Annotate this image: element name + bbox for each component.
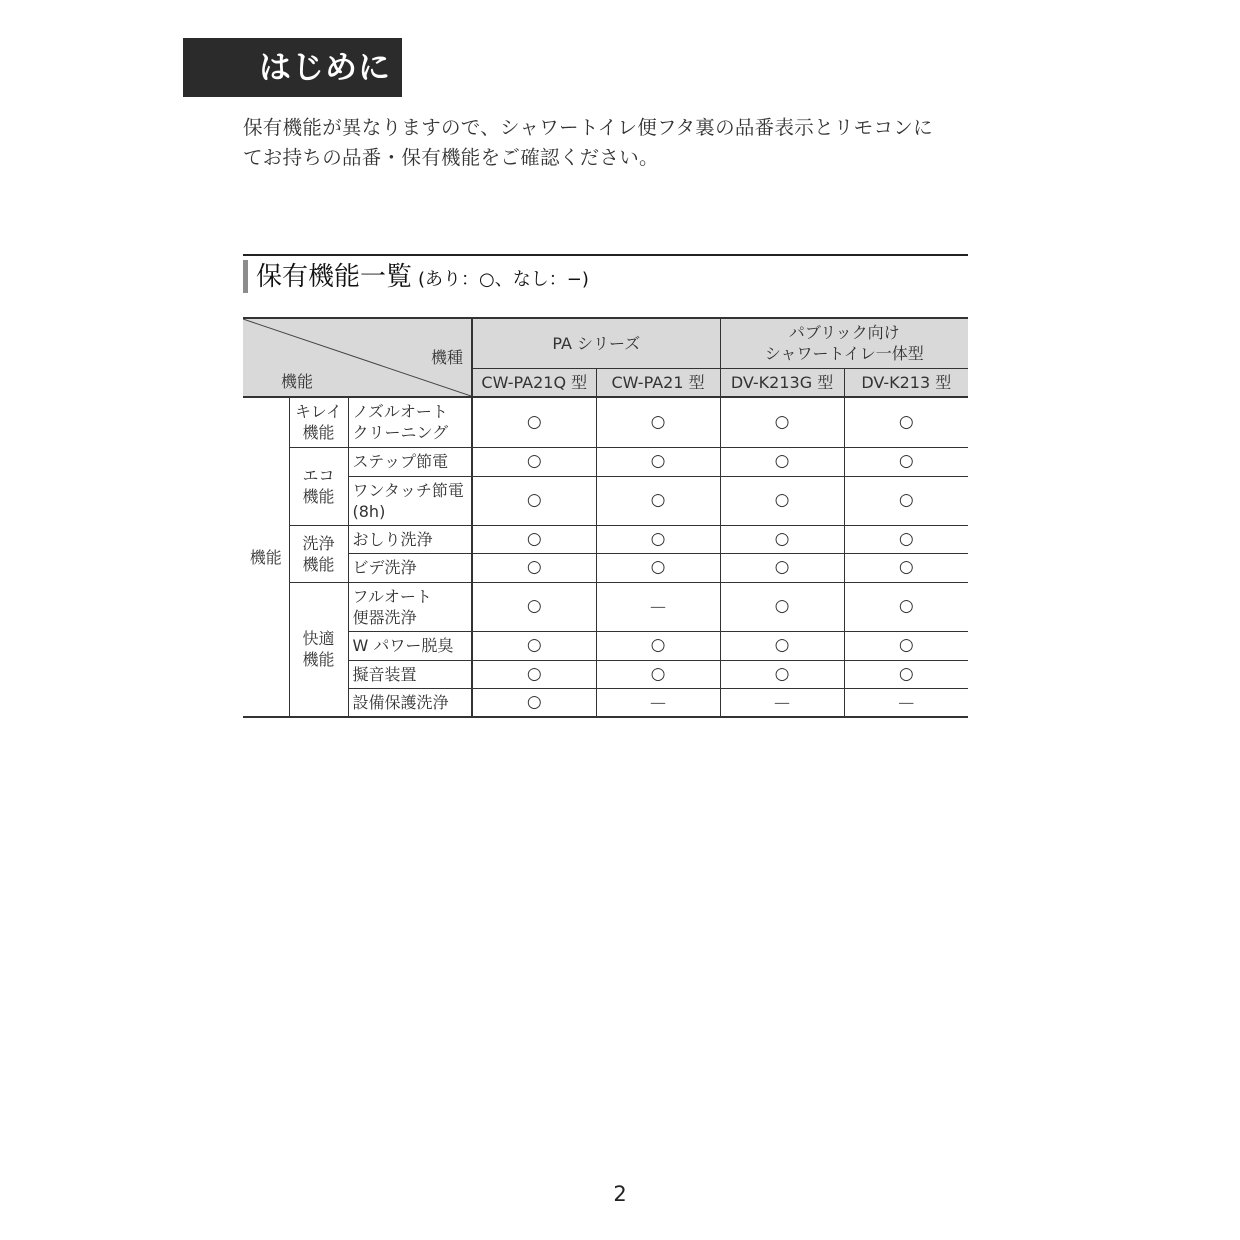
mark-cell: ○ — [596, 476, 720, 525]
series-header-line: シャワートイレ一体型 — [764, 344, 924, 364]
mark-cell: ○ — [844, 397, 968, 447]
mark-cell: ○ — [596, 553, 720, 582]
model-header: CW-PA21Q 型 — [472, 368, 596, 397]
group-label-line: 機能 — [302, 554, 335, 574]
mark-cell: ○ — [844, 447, 968, 476]
mark-cell: ○ — [472, 447, 596, 476]
model-header: DV-K213 型 — [844, 368, 968, 397]
table-corner-cell — [243, 318, 472, 397]
feature-label-line: おしり洗浄 — [352, 529, 433, 549]
feature-label — [348, 582, 472, 631]
group-label — [289, 525, 348, 582]
mark-cell: ○ — [472, 525, 596, 553]
corner-label-model: 機種 — [431, 348, 464, 367]
mark-cell: ○ — [472, 688, 596, 717]
group-label-line: 機能 — [302, 487, 335, 506]
section-marker — [243, 260, 248, 293]
mark-cell: — — [844, 688, 968, 717]
mark-cell: ○ — [596, 660, 720, 688]
mark-cell: ○ — [844, 553, 968, 582]
feature-label-line: ステップ節電 — [352, 452, 449, 471]
mark-cell: ○ — [844, 582, 968, 631]
feature-label — [348, 553, 472, 582]
mark-cell: ○ — [844, 476, 968, 525]
mark-cell: — — [720, 688, 844, 717]
mark-cell: ○ — [844, 660, 968, 688]
mark-cell: ○ — [844, 525, 968, 553]
feature-label — [348, 476, 472, 525]
mark-cell: ○ — [472, 553, 596, 582]
table-row — [243, 553, 968, 582]
mark-cell: ○ — [472, 631, 596, 660]
chapter-heading: はじめに — [183, 38, 402, 97]
feature-label — [348, 397, 472, 447]
feature-label-line: 便器洗浄 — [352, 607, 417, 627]
corner-label-feature: 機能 — [281, 372, 314, 391]
table-row — [243, 582, 968, 631]
group-label-line: エコ — [302, 466, 335, 485]
table-row — [243, 397, 968, 447]
feature-label-line: 設備保護洗浄 — [352, 692, 449, 712]
group-label — [289, 582, 348, 717]
group-label-line: 機能 — [302, 423, 335, 443]
feature-label — [348, 660, 472, 688]
section-title-text: 保有機能一覧 — [256, 262, 413, 292]
feature-label — [348, 447, 472, 476]
mark-cell: ○ — [596, 631, 720, 660]
mark-cell: ○ — [472, 476, 596, 525]
group-label — [289, 447, 348, 525]
mark-cell: ○ — [720, 582, 844, 631]
mark-cell: ○ — [720, 525, 844, 553]
feature-label — [348, 688, 472, 717]
model-header: DV-K213G 型 — [720, 368, 844, 397]
feature-label-line: フルオート — [352, 586, 432, 606]
section-subtitle: (あり：○、なし：−) — [418, 269, 589, 290]
mark-cell: ○ — [596, 525, 720, 553]
table-row — [243, 631, 968, 660]
feature-label-line: クリーニング — [352, 423, 449, 443]
feature-label-line: ワンタッチ節電 — [352, 480, 464, 500]
mark-cell: ○ — [596, 447, 720, 476]
series-header-public — [720, 318, 968, 368]
mark-cell: ○ — [720, 660, 844, 688]
table-row — [243, 525, 968, 553]
feature-label-line: (8h) — [352, 501, 386, 521]
model-header: CW-PA21 型 — [596, 368, 720, 397]
page-number: 2 — [613, 1182, 627, 1206]
group-label-line: 快適 — [302, 629, 335, 649]
feature-label-line: 擬音装置 — [352, 664, 417, 684]
table-row — [243, 660, 968, 688]
group-label-line: 機能 — [302, 650, 335, 670]
side-label: 機能 — [243, 397, 289, 717]
section-title — [256, 258, 589, 299]
mark-cell: ○ — [472, 397, 596, 447]
mark-cell: ○ — [844, 631, 968, 660]
mark-cell: ○ — [596, 397, 720, 447]
mark-cell: ○ — [720, 397, 844, 447]
intro-line: てお持ちの品番・保有機能をご確認ください。 — [243, 146, 659, 169]
group-label — [289, 397, 348, 447]
mark-cell: — — [596, 688, 720, 717]
group-label-line: 洗浄 — [302, 533, 335, 553]
mark-cell: ○ — [720, 447, 844, 476]
section-rule — [243, 254, 968, 256]
table-row — [243, 476, 968, 525]
table-row — [243, 447, 968, 476]
feature-label-line: W パワー脱臭 — [352, 636, 454, 655]
mark-cell: — — [596, 582, 720, 631]
intro-line: 保有機能が異なりますので、シャワートイレ便フタ裏の品番表示とリモコンに — [243, 116, 933, 139]
series-header-line: パブリック向け — [788, 323, 900, 343]
mark-cell: ○ — [720, 631, 844, 660]
series-header-pa: PA シリーズ — [472, 318, 720, 368]
group-label-line: キレイ — [294, 402, 343, 422]
feature-label-line: ノズルオート — [352, 402, 448, 422]
feature-label — [348, 631, 472, 660]
mark-cell: ○ — [472, 582, 596, 631]
feature-label — [348, 525, 472, 553]
mark-cell: ○ — [720, 553, 844, 582]
intro-paragraph — [243, 113, 973, 173]
table-row — [243, 688, 968, 717]
mark-cell: ○ — [472, 660, 596, 688]
feature-label-line: ビデ洗浄 — [352, 558, 417, 577]
feature-table — [243, 317, 968, 718]
mark-cell: ○ — [720, 476, 844, 525]
